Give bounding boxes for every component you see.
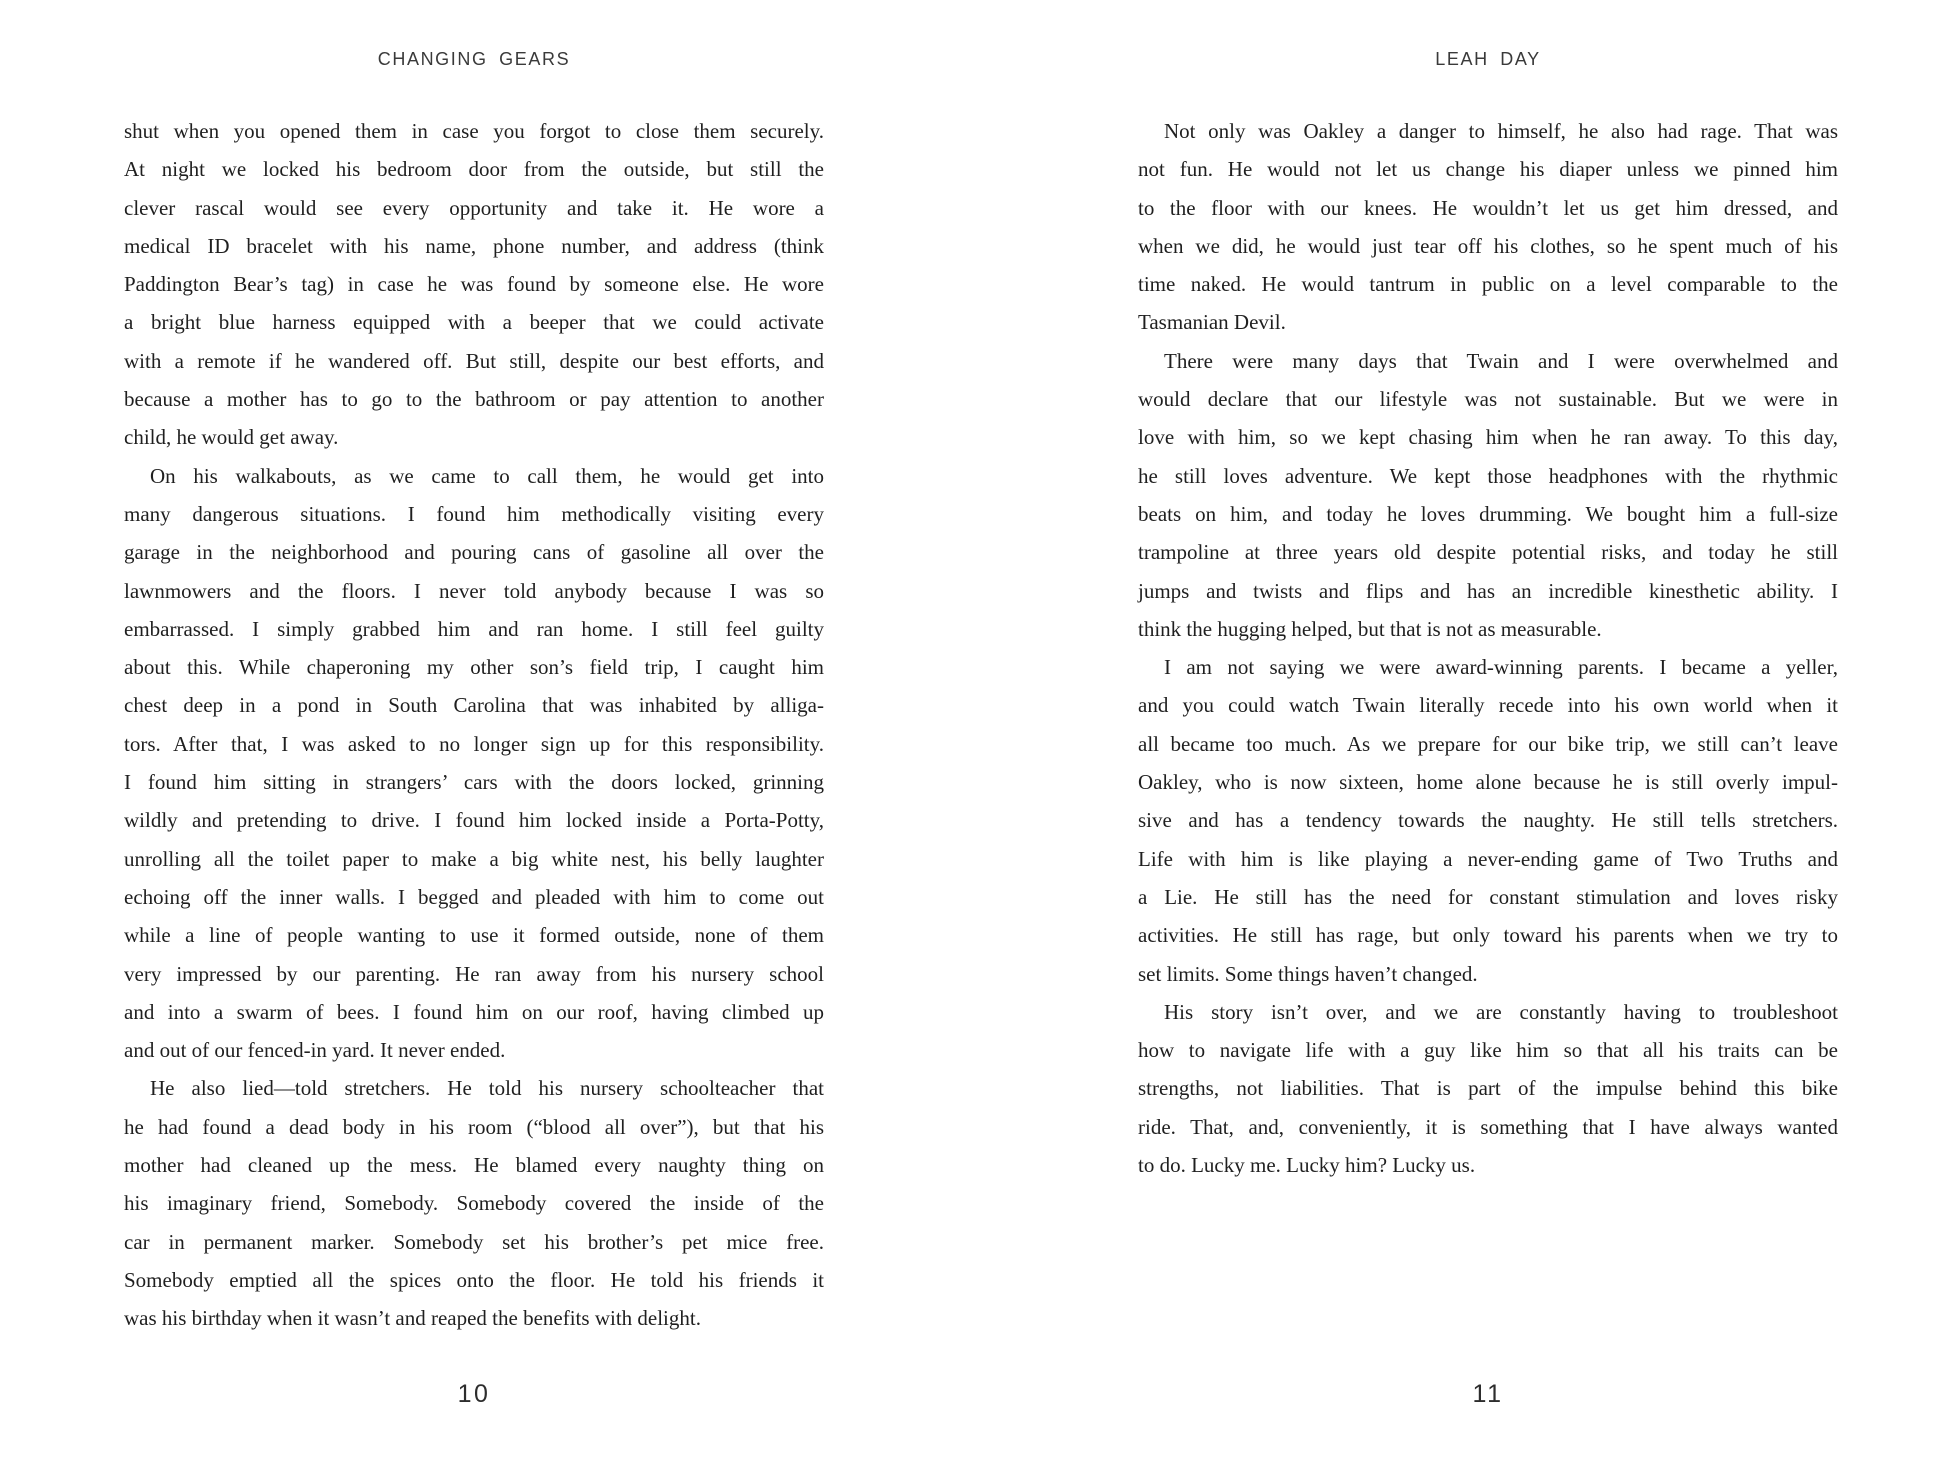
text-line: not fun. He would not let us change his diaper unless we pinned him <box>1138 157 1838 182</box>
text-line: At night we locked his bedroom door from the outside, but still the <box>124 157 824 182</box>
text-line: was his birthday when it wasn’t and reaped the benefits with delight. <box>124 1306 701 1331</box>
text-line: Paddington Bear’s tag) in case he was found by someone else. He wore <box>124 272 824 297</box>
text-line: Somebody emptied all the spices onto the floor. He told his friends it <box>124 1267 824 1292</box>
text-line: with a remote if he wandered off. But still, despite our best efforts, and <box>124 348 824 373</box>
text-line: garage in the neighborhood and pouring cans of gasoline all over the <box>124 540 824 565</box>
text-line: to do. Lucky me. Lucky him? Lucky us. <box>1138 1153 1476 1178</box>
text-line: wildly and pretending to drive. I found him locked inside a Porta-Potty, <box>124 808 824 833</box>
text-line: a Lie. He still has the need for constant stimulation and loves risky <box>1138 884 1838 909</box>
text-line: lawnmowers and the floors. I never told anybody because I was so <box>124 578 824 603</box>
text-line: he had found a dead body in his room (“blood all over”), but that his <box>124 1114 824 1139</box>
running-head-left: CHANGING GEARS <box>377 49 571 69</box>
text-line: car in permanent marker. Somebody set his brother’s pet mice free. <box>124 1229 824 1254</box>
text-line: embarrassed. I simply grabbed him and ran home. I still feel guilty <box>124 616 824 641</box>
text-line: Life with him is like playing a never-ending game of Two Truths and <box>1138 846 1838 871</box>
text-line: how to navigate life with a guy like him so that all his traits can be <box>1138 1038 1838 1063</box>
text-line: On his walkabouts, as we came to call them, he would get into <box>150 463 824 488</box>
text-line: and into a swarm of bees. I found him on our roof, having climbed up <box>124 999 824 1024</box>
text-line: and out of our fenced-in yard. It never ended. <box>124 1038 506 1063</box>
text-line: mother had cleaned up the mess. He blamed every naughty thing on <box>124 1153 824 1178</box>
text-line: His story isn’t over, and we are constantly having to troubleshoot <box>1164 999 1838 1024</box>
text-line: Not only was Oakley a danger to himself, he also had rage. That was <box>1164 119 1838 143</box>
text-line: to the floor with our knees. He wouldn’t let us get him dressed, and <box>1138 195 1838 220</box>
text-line: unrolling all the toilet paper to make a big white nest, his belly laughter <box>124 846 824 871</box>
text-line: ride. That, and, conveniently, it is something that I have always wanted <box>1138 1114 1838 1139</box>
text-line: and you could watch Twain literally recede into his own world when it <box>1138 693 1838 718</box>
text-line: echoing off the inner walls. I begged and pleaded with him to come out <box>124 884 824 909</box>
text-column-right <box>1138 112 1838 1184</box>
text-line: would declare that our lifestyle was not sustainable. But we were in <box>1138 387 1838 412</box>
text-line: I found him sitting in strangers’ cars with the doors locked, grinning <box>124 770 824 795</box>
text-line: There were many days that Twain and I were overwhelmed and <box>1164 348 1838 373</box>
text-line: clever rascal would see every opportunity and take it. He wore a <box>124 195 824 220</box>
text-line: child, he would get away. <box>124 425 339 450</box>
text-line: Oakley, who is now sixteen, home alone because he is still overly impul- <box>1138 770 1838 795</box>
page-right <box>973 0 1946 1460</box>
text-line: while a line of people wanting to use it formed outside, none of them <box>124 923 824 948</box>
text-line: love with him, so we kept chasing him when he ran away. To this day, <box>1138 425 1838 450</box>
text-line: very impressed by our parenting. He ran away from his nursery school <box>124 961 824 986</box>
text-line: He also lied—told stretchers. He told his nursery schoolteacher that <box>150 1076 824 1101</box>
text-column-left <box>124 112 824 1338</box>
text-line: his imaginary friend, Somebody. Somebody covered the inside of the <box>124 1191 824 1216</box>
text-line: about this. While chaperoning my other son’s field trip, I caught him <box>124 655 824 680</box>
text-line: many dangerous situations. I found him methodically visiting every <box>124 501 824 526</box>
text-line: activities. He still has rage, but only toward his parents when we try to <box>1138 923 1838 948</box>
text-line: think the hugging helped, but that is not as measurable. <box>1138 616 1602 641</box>
text-line: when we did, he would just tear off his clothes, so he spent much of his <box>1138 233 1838 258</box>
text-line: beats on him, and today he loves drumming. We bought him a full-size <box>1138 501 1838 526</box>
text-line: shut when you opened them in case you forgot to close them securely. <box>124 119 824 143</box>
running-head-right: LEAH DAY <box>1435 49 1541 69</box>
text-line: he still loves adventure. We kept those headphones with the rhythmic <box>1138 463 1838 488</box>
page-number-right: 11 <box>1472 1380 1504 1408</box>
text-line: time naked. He would tantrum in public on a level comparable to the <box>1138 272 1838 297</box>
text-line: set limits. Some things haven’t changed. <box>1138 961 1478 986</box>
text-line: sive and has a tendency towards the naughty. He still tells stretchers. <box>1138 808 1838 833</box>
text-line: Tasmanian Devil. <box>1138 310 1286 335</box>
text-line: because a mother has to go to the bathroom or pay attention to another <box>124 387 824 412</box>
text-line: I am not saying we were award-winning parents. I became a yeller, <box>1164 655 1838 680</box>
text-line: strengths, not liabilities. That is part of the impulse behind this bike <box>1138 1076 1838 1101</box>
text-line: medical ID bracelet with his name, phone number, and address (think <box>124 233 824 258</box>
text-line: all became too much. As we prepare for our bike trip, we still can’t leave <box>1138 731 1838 756</box>
text-line: a bright blue harness equipped with a beeper that we could activate <box>124 310 824 335</box>
page-number-left: 10 <box>457 1380 491 1408</box>
text-line: trampoline at three years old despite potential risks, and today he still <box>1138 540 1838 565</box>
text-line: tors. After that, I was asked to no longer sign up for this responsibility. <box>124 731 824 756</box>
text-line: jumps and twists and flips and has an incredible kinesthetic ability. I <box>1138 578 1838 603</box>
text-line: chest deep in a pond in South Carolina that was inhabited by alliga- <box>124 693 824 718</box>
